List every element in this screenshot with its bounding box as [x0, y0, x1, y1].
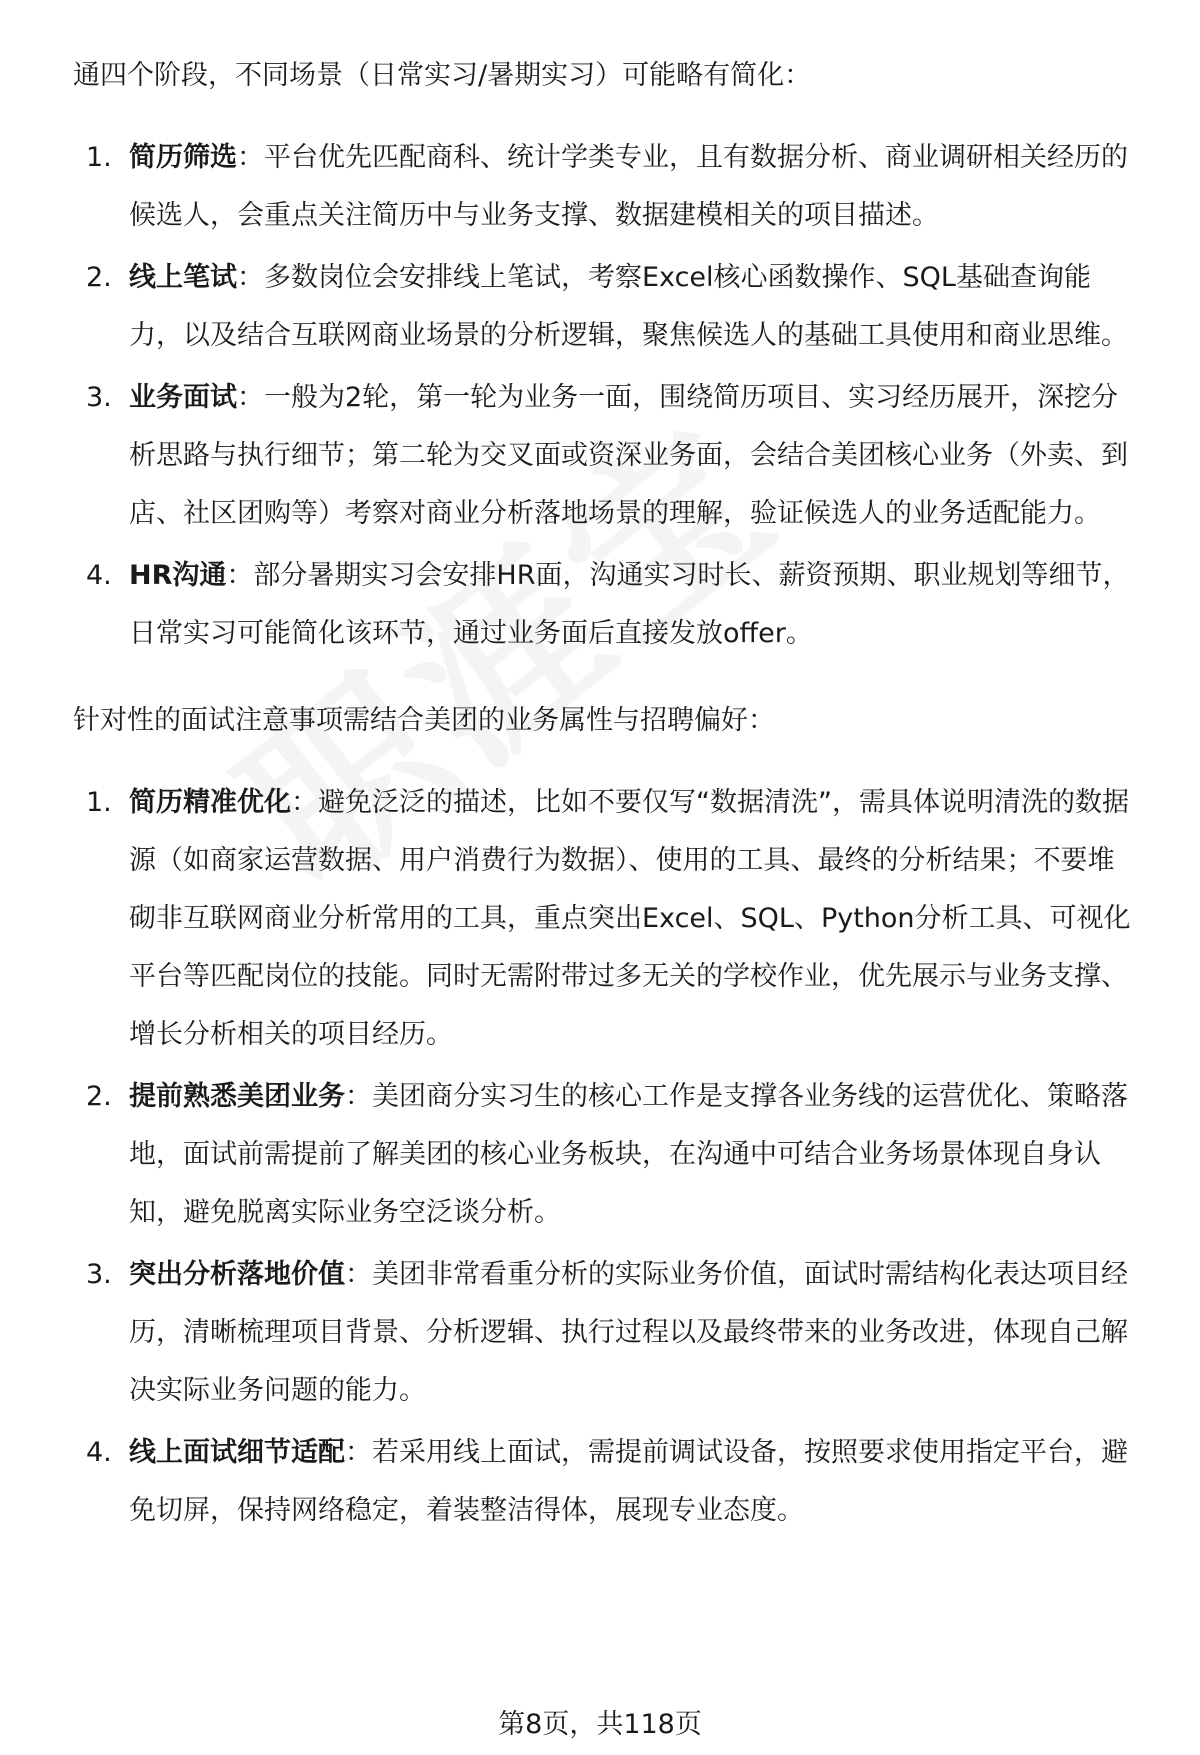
- list-number: 3.: [86, 382, 112, 413]
- list-text: ：平台优先匹配商科、统计学类专业，且有数据分析、商业调研相关经历的候选人，会重点关注简历中与业务支撑、数据建模相关的项目描述。: [129, 142, 1128, 231]
- list-item: [73, 1068, 1140, 1242]
- list-text: ：一般为2轮，第一轮为业务一面，围绕简历项目、实习经历展开，深挖分析思路与执行细节；第二轮为交叉面或资深业务面，会结合美团核心业务（外卖、到店、社区团购等）考察对商业分析落地场景的理解，验证候选人的业务适配能力。: [129, 382, 1128, 529]
- list-item: [73, 1424, 1140, 1540]
- tips-list: [73, 774, 1140, 1540]
- list-term: 提前熟悉美团业务: [129, 1081, 345, 1112]
- list-number: 4.: [86, 560, 112, 591]
- list-item: [73, 129, 1140, 245]
- list-text: ：美团商分实习生的核心工作是支撑各业务线的运营优化、策略落地，面试前需提前了解美团的核心业务板块，在沟通中可结合业务场景体现自身认知，避免脱离实际业务空泛谈分析。: [129, 1081, 1128, 1228]
- list-text: ：美团非常看重分析的实际业务价值，面试时需结构化表达项目经历，清晰梳理项目背景、分析逻辑、执行过程以及最终带来的业务改进，体现自己解决实际业务问题的能力。: [129, 1259, 1128, 1406]
- list-item: [73, 547, 1140, 663]
- list-term: HR沟通: [129, 560, 227, 591]
- list-term: 线上面试细节适配: [129, 1437, 345, 1468]
- list-item: [73, 1246, 1140, 1420]
- tips-intro: 针对性的面试注意事项需结合美团的业务属性与招聘偏好：: [73, 705, 775, 736]
- list-item: [73, 369, 1140, 543]
- list-number: 1.: [86, 142, 112, 173]
- list-term: 业务面试: [129, 382, 237, 413]
- list-number: 2.: [86, 1081, 112, 1112]
- list-term: 简历精准优化: [129, 787, 291, 818]
- process-intro: 通四个阶段，不同场景（日常实习/暑期实习）可能略有简化：: [73, 60, 812, 91]
- list-number: 2.: [86, 262, 112, 293]
- list-text: ：若采用线上面试，需提前调试设备，按照要求使用指定平台，避免切屏，保持网络稳定，着装整洁得体，展现专业态度。: [129, 1437, 1128, 1526]
- list-term: 突出分析落地价值: [129, 1259, 345, 1290]
- list-text: ：部分暑期实习会安排HR面，沟通实习时长、薪资预期、职业规划等细节，日常实习可能简化该环节，通过业务面后直接发放offer。: [129, 560, 1130, 649]
- process-list: [73, 129, 1140, 663]
- list-item: [73, 249, 1140, 365]
- list-number: 3.: [86, 1259, 112, 1290]
- list-item: [73, 774, 1140, 1064]
- list-term: 线上笔试: [129, 262, 237, 293]
- list-number: 1.: [86, 787, 112, 818]
- list-text: ：多数岗位会安排线上笔试，考察Excel核心函数操作、SQL基础查询能力，以及结合互联网商业场景的分析逻辑，聚焦候选人的基础工具使用和商业思维。: [129, 262, 1128, 351]
- page-number: 第8页，共118页: [498, 1709, 702, 1740]
- list-number: 4.: [86, 1437, 112, 1468]
- list-term: 简历筛选: [129, 142, 237, 173]
- list-text: ：避免泛泛的描述，比如不要仅写“数据清洗”，需具体说明清洗的数据源（如商家运营数据、用户消费行为数据）、使用的工具、最终的分析结果；不要堆砌非互联网商业分析常用的工具，重点突出Excel、SQL、Python分析工具、可视化平台等匹配岗位的技能。同时无需附带过多无关的学校作业，优先展示与业务支撑、增长分析相关的项目经历。: [129, 787, 1131, 1050]
